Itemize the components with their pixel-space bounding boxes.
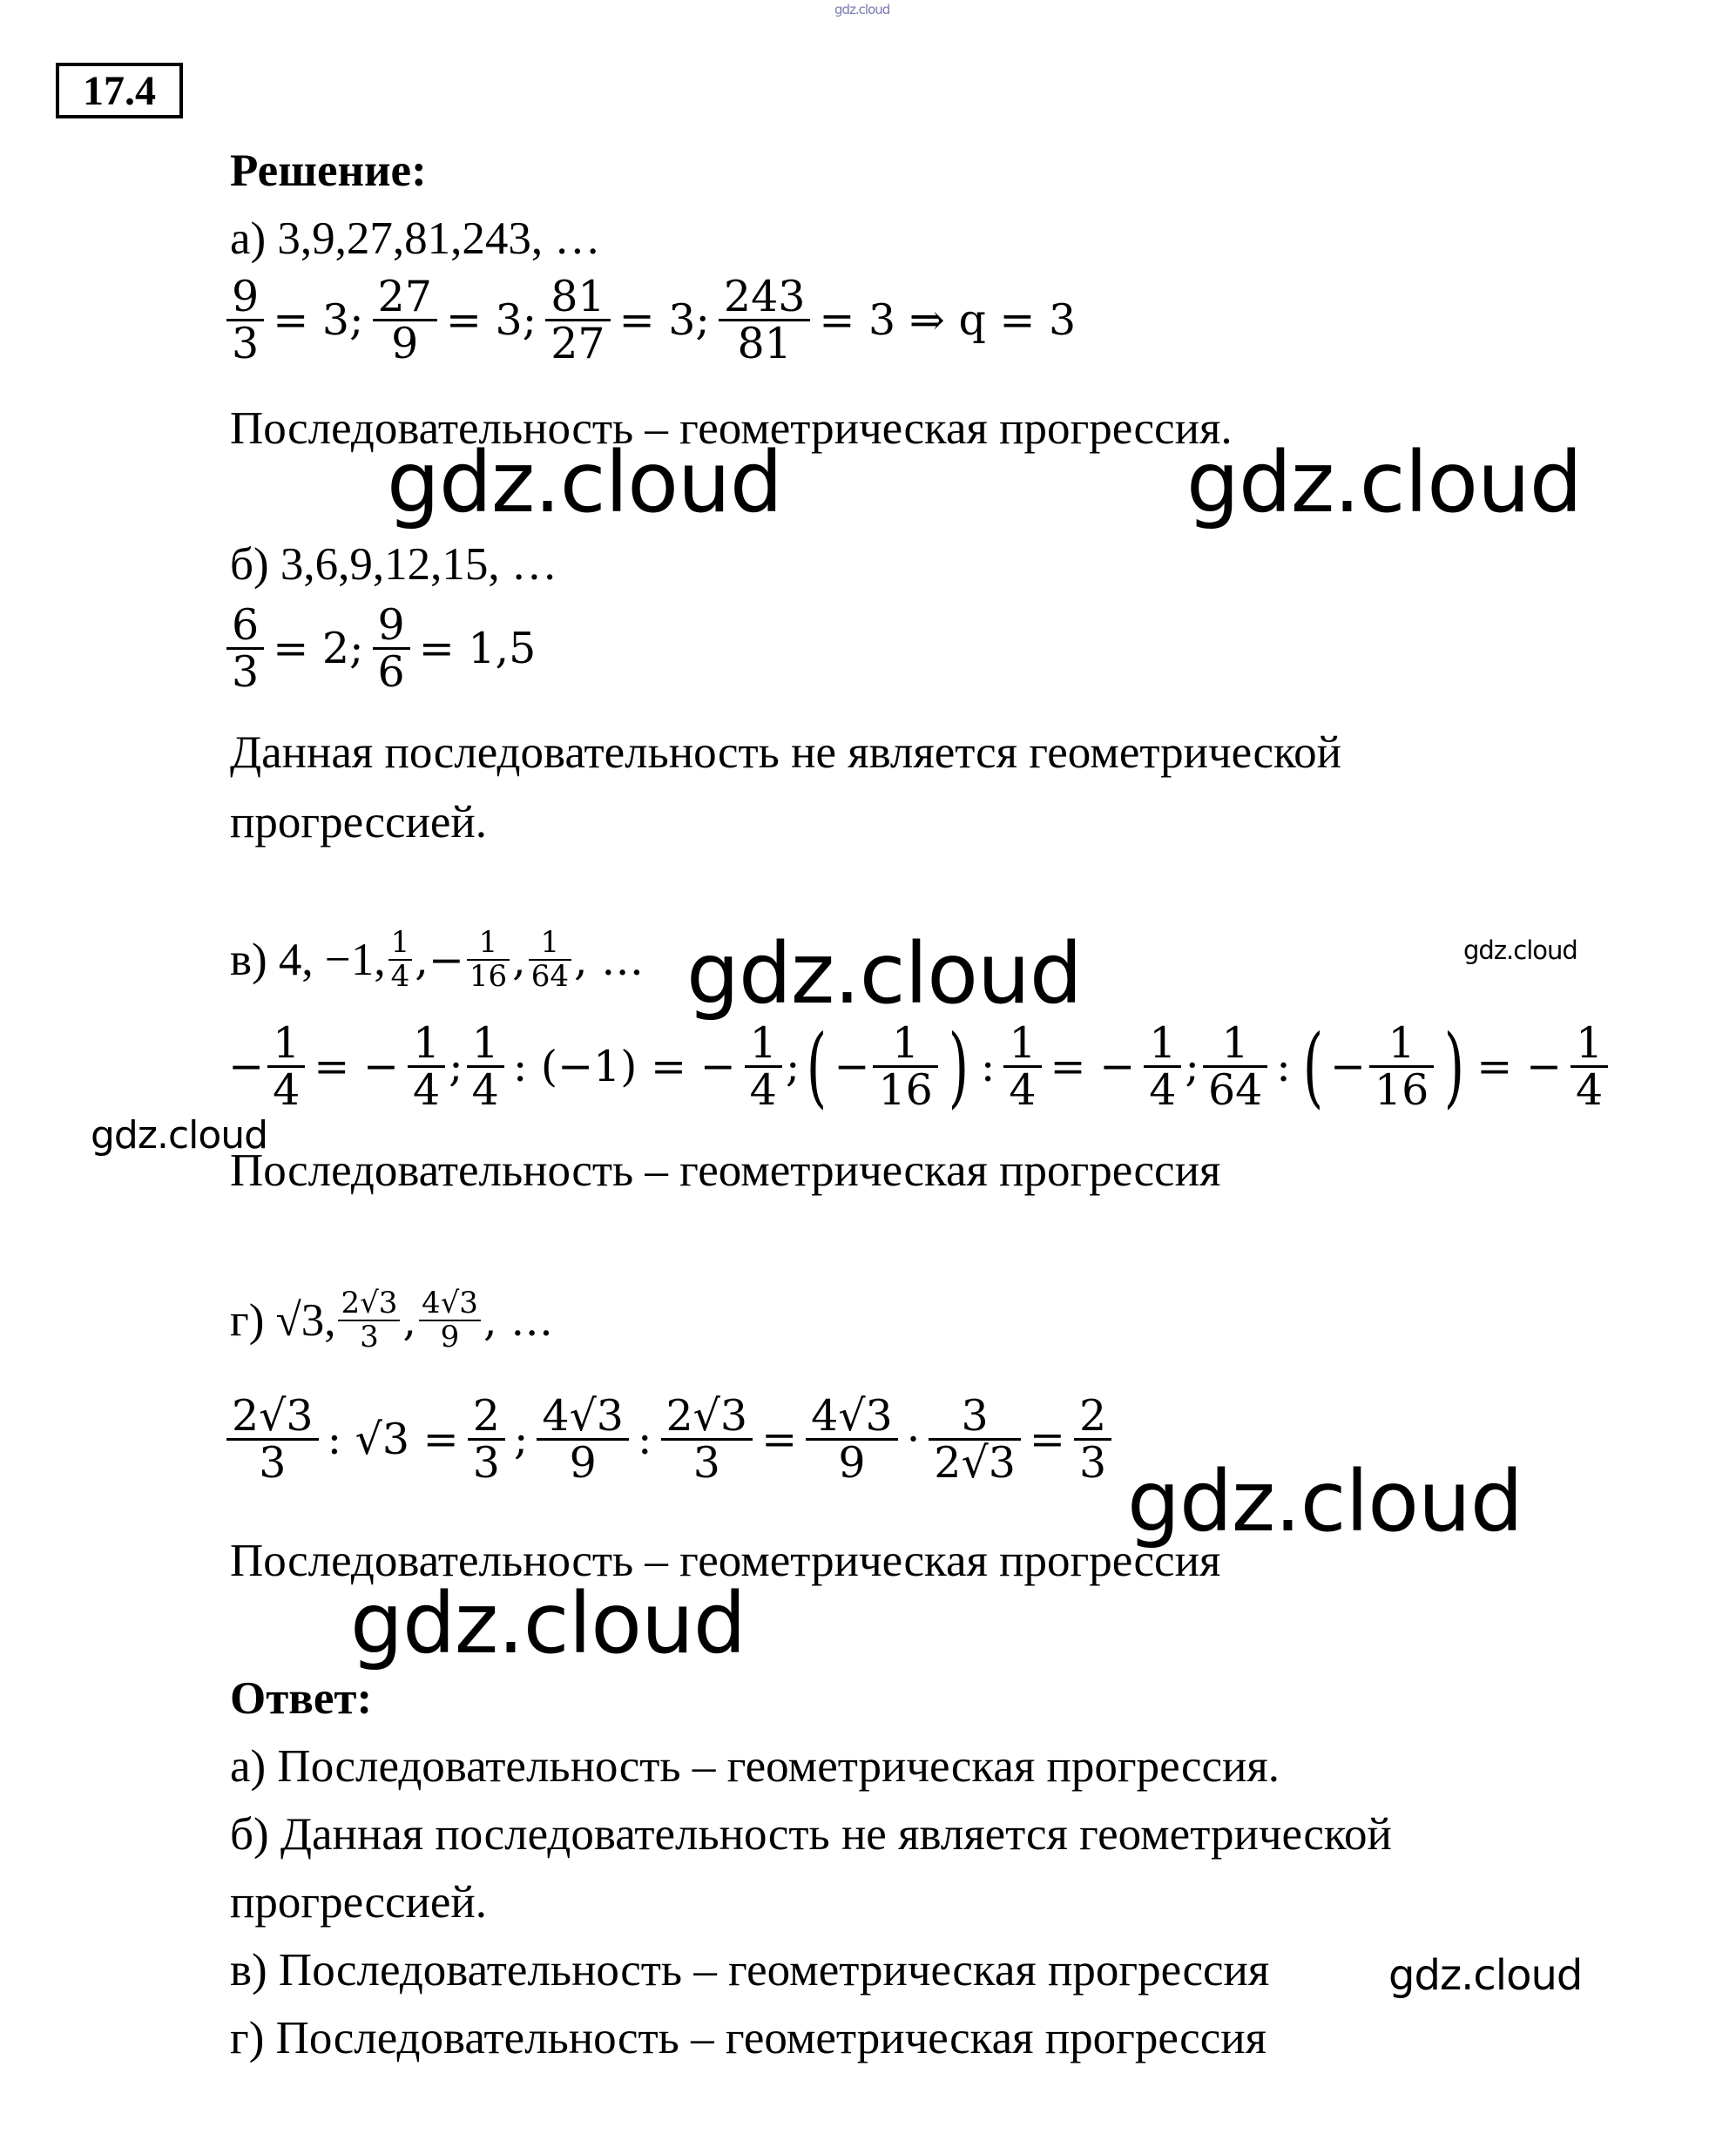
problem-number: 17.4 [56, 63, 183, 118]
fraction: 6 3 [226, 603, 264, 695]
watermark: gdz.cloud [1388, 1951, 1583, 2000]
part-a-ratios: 9 3 = 3; 27 9 = 3; 81 27 = 3; 243 81 = 3 ⇒ q = 3 [223, 274, 1081, 367]
watermark: gdz.cloud [350, 1575, 746, 1672]
watermark: gdz.cloud [1127, 1453, 1523, 1550]
small-fraction: 1 4 [388, 927, 413, 994]
small-fraction: 1 16 [467, 927, 510, 994]
fraction: 243 81 [719, 274, 811, 367]
part-g-ratios: 2√3 3 : √3 = 2 3 ; 4√3 9 : 2√3 3 = 4√3 9 · 3 2√3 = 2 3 [223, 1394, 1115, 1486]
part-b-sequence: б) 3,6,9,12,15, … [230, 539, 557, 590]
answer-v: в) Последовательность – геометрическая прогрессия [230, 1945, 1270, 1996]
fraction: 9 6 [373, 603, 410, 695]
part-a-sequence: а) 3,9,27,81,243, … [230, 213, 601, 264]
answer-g: г) Последовательность – геометрическая прогрессия [230, 2013, 1267, 2063]
part-b-conclusion-line1: Данная последовательность не является геометрической [230, 727, 1341, 778]
part-g-sequence: г) √3, 2√3 3 , 4√3 9 , … [230, 1286, 554, 1355]
fraction: 81 27 [545, 274, 610, 367]
watermark: gdz.cloud [387, 434, 782, 531]
part-v-sequence: в) 4, −1, 1 4 , − 1 16 , 1 64 , … [230, 925, 645, 995]
watermark: gdz.cloud [1463, 935, 1577, 965]
part-b-conclusion-line2: прогрессией. [230, 797, 487, 848]
answer-a: а) Последовательность – геометрическая прогрессия. [230, 1741, 1280, 1792]
watermark: gdz.cloud [91, 1113, 268, 1158]
fraction: 27 9 [373, 274, 437, 367]
small-fraction: 2√3 3 [338, 1287, 400, 1354]
solution-label: Решение: [230, 145, 427, 196]
small-fraction: 1 64 [529, 927, 571, 994]
part-b-ratios: 6 3 = 2; 9 6 = 1,5 [223, 603, 541, 695]
part-a-conclusion: Последовательность – геометрическая прогрессия. [230, 403, 1233, 454]
part-v-ratios: − 1 4 = − 1 4 ; 1 4 : (−1) = − 1 4 ; ( − 1 16 ) : 1 4 = − 1 4 ; 1 64 : ( − 1 16 ) = − 1 4 [228, 1021, 1611, 1113]
part-g-conclusion: Последовательность – геометрическая прогрессия [230, 1536, 1221, 1586]
small-fraction: 4√3 9 [419, 1287, 481, 1354]
watermark: gdz.cloud [1186, 434, 1582, 531]
watermark-top: gdz.cloud [834, 2, 890, 17]
answer-b-line1: б) Данная последовательность не является геометрической [230, 1809, 1392, 1860]
watermark: gdz.cloud [686, 925, 1082, 1023]
part-v-conclusion: Последовательность – геометрическая прогрессия [230, 1145, 1221, 1196]
fraction: 9 3 [226, 274, 264, 367]
answer-label: Ответ: [230, 1673, 373, 1724]
answer-b-line2: прогрессией. [230, 1877, 487, 1928]
